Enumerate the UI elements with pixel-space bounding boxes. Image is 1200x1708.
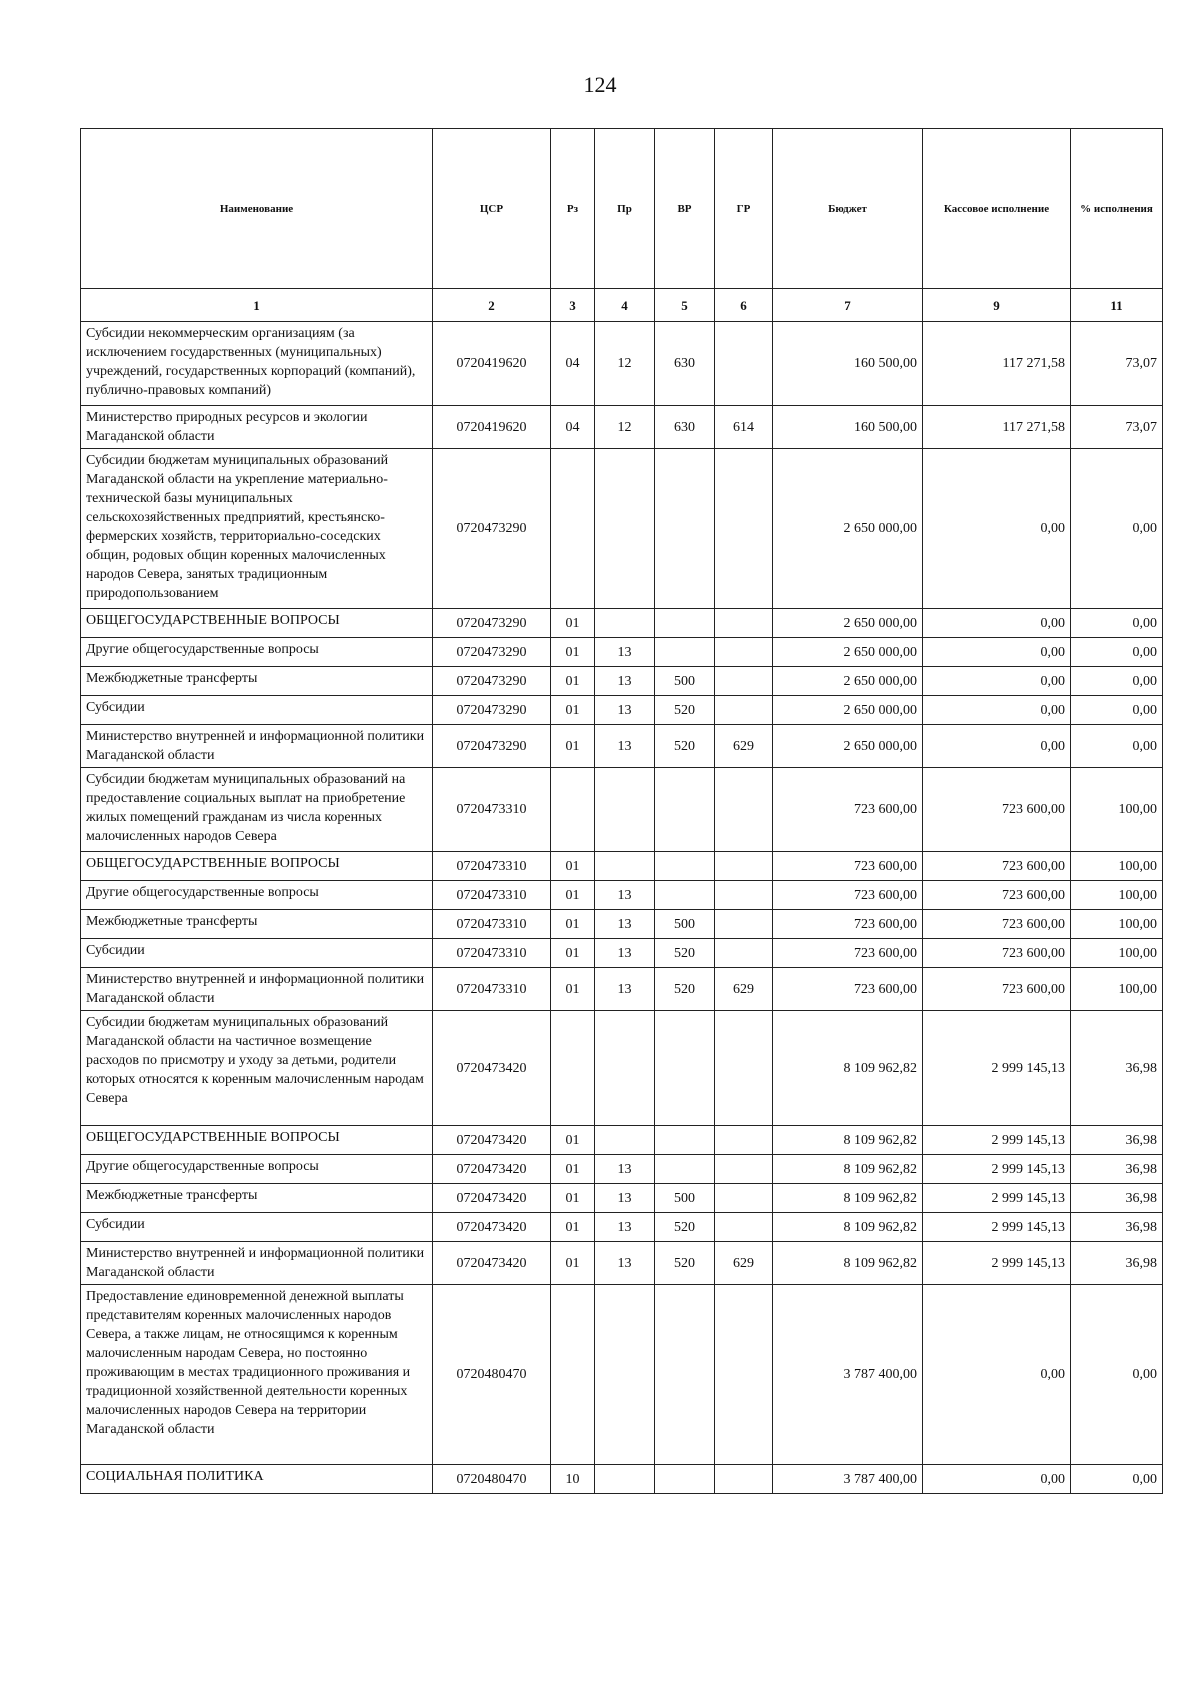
- row-gr: [715, 881, 773, 910]
- column-number: 7: [773, 289, 923, 322]
- row-budget: 8 109 962,82: [773, 1242, 923, 1285]
- row-csr: 0720480470: [433, 1285, 551, 1465]
- row-budget: 160 500,00: [773, 322, 923, 406]
- row-execution-percent: 100,00: [1071, 768, 1163, 852]
- row-csr: 0720480470: [433, 1465, 551, 1494]
- row-pr: [595, 1285, 655, 1465]
- row-name: Министерство внутренней и информационной политики Магаданской области: [81, 725, 433, 768]
- row-csr: 0720473290: [433, 609, 551, 638]
- row-cash-execution: 2 999 145,13: [923, 1126, 1071, 1155]
- row-gr: [715, 1155, 773, 1184]
- row-csr: 0720473310: [433, 910, 551, 939]
- row-cash-execution: 117 271,58: [923, 406, 1071, 449]
- row-cash-execution: 0,00: [923, 1285, 1071, 1465]
- row-cash-execution: 2 999 145,13: [923, 1242, 1071, 1285]
- row-vr: [655, 638, 715, 667]
- row-gr: [715, 638, 773, 667]
- row-gr: [715, 939, 773, 968]
- table-row: [81, 1242, 1163, 1285]
- row-vr: 630: [655, 322, 715, 406]
- row-gr: [715, 768, 773, 852]
- header-rz: Рз: [551, 129, 595, 289]
- row-vr: [655, 881, 715, 910]
- row-vr: 630: [655, 406, 715, 449]
- row-name: Министерство природных ресурсов и экологии Магаданской области: [81, 406, 433, 449]
- row-budget: 723 600,00: [773, 768, 923, 852]
- row-name: ОБЩЕГОСУДАРСТВЕННЫЕ ВОПРОСЫ: [81, 1126, 433, 1155]
- row-rz: 04: [551, 406, 595, 449]
- row-pr: 13: [595, 1242, 655, 1285]
- row-cash-execution: 0,00: [923, 725, 1071, 768]
- row-csr: 0720473290: [433, 449, 551, 609]
- row-cash-execution: 2 999 145,13: [923, 1184, 1071, 1213]
- row-rz: 01: [551, 910, 595, 939]
- table-row: [81, 638, 1163, 667]
- row-name: Министерство внутренней и информационной политики Магаданской области: [81, 968, 433, 1011]
- row-gr: 629: [715, 968, 773, 1011]
- row-rz: 01: [551, 1126, 595, 1155]
- row-pr: 13: [595, 1213, 655, 1242]
- row-name: Субсидии: [81, 696, 433, 725]
- row-cash-execution: 2 999 145,13: [923, 1011, 1071, 1126]
- row-execution-percent: 36,98: [1071, 1184, 1163, 1213]
- column-number: 9: [923, 289, 1071, 322]
- table-row: [81, 881, 1163, 910]
- row-pr: 13: [595, 638, 655, 667]
- row-budget: 723 600,00: [773, 881, 923, 910]
- column-number: 4: [595, 289, 655, 322]
- row-vr: 520: [655, 968, 715, 1011]
- row-pr: 12: [595, 322, 655, 406]
- row-vr: [655, 768, 715, 852]
- row-cash-execution: 723 600,00: [923, 881, 1071, 910]
- page-number: 124: [583, 72, 617, 97]
- row-csr: 0720473310: [433, 768, 551, 852]
- row-execution-percent: 36,98: [1071, 1011, 1163, 1126]
- row-csr: 0720473290: [433, 696, 551, 725]
- row-name: Субсидии: [81, 939, 433, 968]
- row-budget: 8 109 962,82: [773, 1155, 923, 1184]
- row-cash-execution: 723 600,00: [923, 768, 1071, 852]
- row-rz: 01: [551, 939, 595, 968]
- row-vr: 500: [655, 1184, 715, 1213]
- row-budget: 723 600,00: [773, 968, 923, 1011]
- row-cash-execution: 723 600,00: [923, 852, 1071, 881]
- header-execution-percent: % исполнения: [1071, 129, 1163, 289]
- row-gr: [715, 1184, 773, 1213]
- row-cash-execution: 0,00: [923, 638, 1071, 667]
- row-name: Межбюджетные трансферты: [81, 667, 433, 696]
- column-number: 3: [551, 289, 595, 322]
- row-rz: 01: [551, 1213, 595, 1242]
- row-pr: 12: [595, 406, 655, 449]
- row-budget: 8 109 962,82: [773, 1184, 923, 1213]
- row-pr: 13: [595, 725, 655, 768]
- row-execution-percent: 0,00: [1071, 1285, 1163, 1465]
- row-rz: [551, 768, 595, 852]
- row-budget: 2 650 000,00: [773, 667, 923, 696]
- row-pr: 13: [595, 667, 655, 696]
- column-number-row: [81, 289, 1163, 322]
- row-cash-execution: 117 271,58: [923, 322, 1071, 406]
- table-row: [81, 1184, 1163, 1213]
- column-number: 6: [715, 289, 773, 322]
- row-name: СОЦИАЛЬНАЯ ПОЛИТИКА: [81, 1465, 433, 1494]
- row-rz: 04: [551, 322, 595, 406]
- row-csr: 0720419620: [433, 406, 551, 449]
- row-pr: [595, 449, 655, 609]
- row-execution-percent: 100,00: [1071, 910, 1163, 939]
- row-pr: [595, 768, 655, 852]
- row-csr: 0720473310: [433, 852, 551, 881]
- row-cash-execution: 0,00: [923, 667, 1071, 696]
- row-csr: 0720473420: [433, 1184, 551, 1213]
- row-csr: 0720473290: [433, 638, 551, 667]
- row-budget: 2 650 000,00: [773, 638, 923, 667]
- row-pr: 13: [595, 1184, 655, 1213]
- header-row: [81, 129, 1163, 289]
- row-execution-percent: 36,98: [1071, 1213, 1163, 1242]
- table-row: [81, 939, 1163, 968]
- row-rz: [551, 449, 595, 609]
- row-name: ОБЩЕГОСУДАРСТВЕННЫЕ ВОПРОСЫ: [81, 609, 433, 638]
- column-number: 11: [1071, 289, 1163, 322]
- row-pr: [595, 609, 655, 638]
- row-gr: [715, 910, 773, 939]
- row-execution-percent: 0,00: [1071, 1465, 1163, 1494]
- table-row: [81, 667, 1163, 696]
- row-cash-execution: 723 600,00: [923, 910, 1071, 939]
- column-number: 1: [81, 289, 433, 322]
- row-rz: 01: [551, 725, 595, 768]
- row-pr: [595, 852, 655, 881]
- row-rz: 01: [551, 881, 595, 910]
- row-vr: 520: [655, 1213, 715, 1242]
- row-budget: 3 787 400,00: [773, 1465, 923, 1494]
- row-vr: 500: [655, 667, 715, 696]
- row-vr: [655, 852, 715, 881]
- row-execution-percent: 100,00: [1071, 881, 1163, 910]
- row-gr: [715, 1011, 773, 1126]
- table-row: [81, 696, 1163, 725]
- row-execution-percent: 0,00: [1071, 609, 1163, 638]
- row-name: Субсидии бюджетам муниципальных образований Магаданской области на укрепление материально-технической базы муниципальных сельскохозяйственных предприятий, крестьянско-фермерских хозяйств, территориально-соседских общин, родовых общин коренных малочисленных народов Севера, занятых традиционным природопользованием: [81, 449, 433, 609]
- row-budget: 2 650 000,00: [773, 696, 923, 725]
- row-gr: [715, 852, 773, 881]
- row-cash-execution: 0,00: [923, 696, 1071, 725]
- row-gr: [715, 1285, 773, 1465]
- row-budget: 723 600,00: [773, 939, 923, 968]
- row-budget: 723 600,00: [773, 910, 923, 939]
- row-rz: 01: [551, 638, 595, 667]
- row-execution-percent: 73,07: [1071, 406, 1163, 449]
- row-budget: 3 787 400,00: [773, 1285, 923, 1465]
- column-number: 2: [433, 289, 551, 322]
- row-name: Межбюджетные трансферты: [81, 1184, 433, 1213]
- row-vr: 500: [655, 910, 715, 939]
- table-row: [81, 1285, 1163, 1465]
- row-csr: 0720473310: [433, 881, 551, 910]
- row-rz: 01: [551, 609, 595, 638]
- row-vr: [655, 1285, 715, 1465]
- row-cash-execution: 2 999 145,13: [923, 1213, 1071, 1242]
- row-gr: 629: [715, 725, 773, 768]
- row-csr: 0720473420: [433, 1155, 551, 1184]
- row-name: Другие общегосударственные вопросы: [81, 881, 433, 910]
- row-rz: 01: [551, 1155, 595, 1184]
- row-execution-percent: 36,98: [1071, 1242, 1163, 1285]
- header-gr: ГР: [715, 129, 773, 289]
- row-vr: 520: [655, 1242, 715, 1285]
- row-gr: [715, 449, 773, 609]
- header-name: Наименование: [81, 129, 433, 289]
- row-cash-execution: 0,00: [923, 1465, 1071, 1494]
- row-cash-execution: 723 600,00: [923, 939, 1071, 968]
- row-execution-percent: 36,98: [1071, 1155, 1163, 1184]
- row-budget: 2 650 000,00: [773, 725, 923, 768]
- row-pr: [595, 1126, 655, 1155]
- row-budget: 8 109 962,82: [773, 1126, 923, 1155]
- table-row: [81, 1465, 1163, 1494]
- row-name: Субсидии бюджетам муниципальных образований на предоставление социальных выплат на приобретение жилых помещений гражданам из числа коренных малочисленных народов Севера: [81, 768, 433, 852]
- row-pr: [595, 1465, 655, 1494]
- row-execution-percent: 100,00: [1071, 968, 1163, 1011]
- row-csr: 0720473290: [433, 667, 551, 696]
- row-pr: 13: [595, 968, 655, 1011]
- row-execution-percent: 36,98: [1071, 1126, 1163, 1155]
- row-csr: 0720473420: [433, 1126, 551, 1155]
- table-row: [81, 725, 1163, 768]
- row-csr: 0720419620: [433, 322, 551, 406]
- table-row: [81, 1213, 1163, 1242]
- row-csr: 0720473290: [433, 725, 551, 768]
- row-execution-percent: 0,00: [1071, 725, 1163, 768]
- table-row: [81, 322, 1163, 406]
- row-name: Другие общегосударственные вопросы: [81, 1155, 433, 1184]
- row-csr: 0720473420: [433, 1242, 551, 1285]
- row-budget: 2 650 000,00: [773, 449, 923, 609]
- row-csr: 0720473310: [433, 939, 551, 968]
- table-row: [81, 910, 1163, 939]
- row-budget: 723 600,00: [773, 852, 923, 881]
- row-name: ОБЩЕГОСУДАРСТВЕННЫЕ ВОПРОСЫ: [81, 852, 433, 881]
- row-pr: 13: [595, 910, 655, 939]
- row-execution-percent: 0,00: [1071, 667, 1163, 696]
- row-csr: 0720473310: [433, 968, 551, 1011]
- row-gr: 614: [715, 406, 773, 449]
- row-vr: [655, 1465, 715, 1494]
- row-pr: 13: [595, 696, 655, 725]
- row-execution-percent: 100,00: [1071, 939, 1163, 968]
- row-execution-percent: 0,00: [1071, 449, 1163, 609]
- table-row: [81, 1126, 1163, 1155]
- row-rz: 01: [551, 696, 595, 725]
- row-rz: 01: [551, 1242, 595, 1285]
- table-row: [81, 852, 1163, 881]
- row-vr: [655, 1126, 715, 1155]
- header-cash-execution: Кассовое исполнение: [923, 129, 1071, 289]
- header-budget: Бюджет: [773, 129, 923, 289]
- row-name: Другие общегосударственные вопросы: [81, 638, 433, 667]
- row-pr: 13: [595, 1155, 655, 1184]
- row-vr: 520: [655, 696, 715, 725]
- row-cash-execution: 0,00: [923, 609, 1071, 638]
- row-execution-percent: 0,00: [1071, 696, 1163, 725]
- table-row: [81, 1011, 1163, 1126]
- row-execution-percent: 73,07: [1071, 322, 1163, 406]
- row-rz: 01: [551, 667, 595, 696]
- row-vr: 520: [655, 725, 715, 768]
- row-vr: [655, 1011, 715, 1126]
- row-pr: 13: [595, 939, 655, 968]
- row-cash-execution: 723 600,00: [923, 968, 1071, 1011]
- table-row: [81, 449, 1163, 609]
- row-rz: [551, 1285, 595, 1465]
- row-budget: 8 109 962,82: [773, 1011, 923, 1126]
- row-gr: [715, 322, 773, 406]
- table-row: [81, 1155, 1163, 1184]
- header-csr: ЦСР: [433, 129, 551, 289]
- row-rz: 01: [551, 968, 595, 1011]
- row-rz: 10: [551, 1465, 595, 1494]
- row-budget: 8 109 962,82: [773, 1213, 923, 1242]
- table-row: [81, 609, 1163, 638]
- column-number: 5: [655, 289, 715, 322]
- budget-execution-table: [80, 128, 1163, 1494]
- header-vr: ВР: [655, 129, 715, 289]
- row-vr: [655, 609, 715, 638]
- row-cash-execution: 2 999 145,13: [923, 1155, 1071, 1184]
- table-row: [81, 968, 1163, 1011]
- row-gr: 629: [715, 1242, 773, 1285]
- row-vr: 520: [655, 939, 715, 968]
- row-rz: 01: [551, 852, 595, 881]
- header-pr: Пр: [595, 129, 655, 289]
- row-gr: [715, 1213, 773, 1242]
- row-budget: 2 650 000,00: [773, 609, 923, 638]
- row-vr: [655, 1155, 715, 1184]
- row-name: Предоставление единовременной денежной выплаты представителям коренных малочисленных народов Севера, а также лицам, не относящимся к коренным малочисленным народам Севера, но постоянно проживающим в местах традиционного проживания и традиционной хозяйственной деятельности коренных малочисленных народов Севера на территории Магаданской области: [81, 1285, 433, 1465]
- row-name: Субсидии бюджетам муниципальных образований Магаданской области на частичное возмещение расходов по присмотру и уходу за детьми, родители которых относятся к коренным малочисленным народам Севера: [81, 1011, 433, 1126]
- row-name: Межбюджетные трансферты: [81, 910, 433, 939]
- row-gr: [715, 1465, 773, 1494]
- row-vr: [655, 449, 715, 609]
- table-row: [81, 768, 1163, 852]
- row-gr: [715, 609, 773, 638]
- row-csr: 0720473420: [433, 1011, 551, 1126]
- row-pr: [595, 1011, 655, 1126]
- row-gr: [715, 667, 773, 696]
- row-name: Субсидии некоммерческим организациям (за исключением государственных (муниципальных) учреждений, государственных корпораций (компаний), публично-правовых компаний): [81, 322, 433, 406]
- row-name: Субсидии: [81, 1213, 433, 1242]
- row-cash-execution: 0,00: [923, 449, 1071, 609]
- row-gr: [715, 696, 773, 725]
- row-gr: [715, 1126, 773, 1155]
- row-rz: [551, 1011, 595, 1126]
- row-name: Министерство внутренней и информационной политики Магаданской области: [81, 1242, 433, 1285]
- row-execution-percent: 100,00: [1071, 852, 1163, 881]
- row-csr: 0720473420: [433, 1213, 551, 1242]
- table-row: [81, 406, 1163, 449]
- row-budget: 160 500,00: [773, 406, 923, 449]
- row-execution-percent: 0,00: [1071, 638, 1163, 667]
- row-pr: 13: [595, 881, 655, 910]
- row-rz: 01: [551, 1184, 595, 1213]
